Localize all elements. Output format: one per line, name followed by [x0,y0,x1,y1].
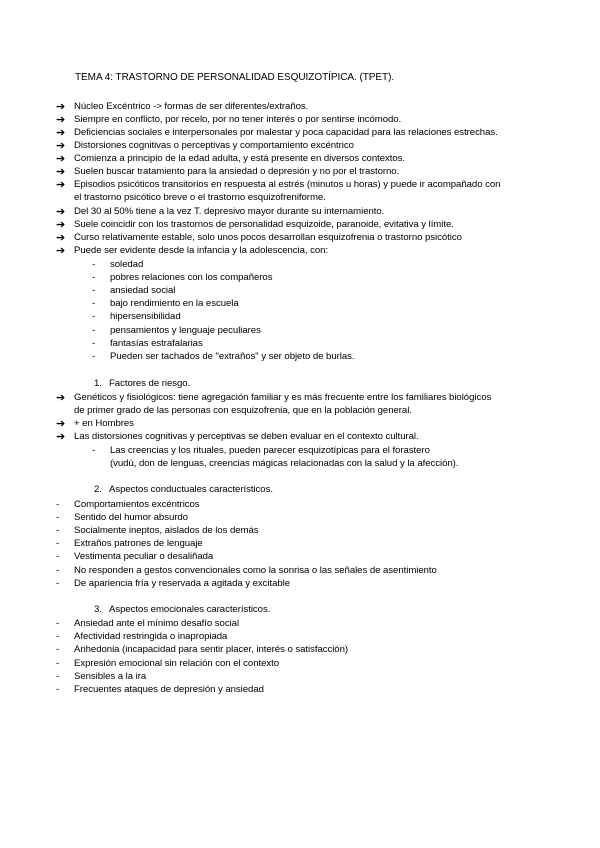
risk-factor-bullet: + en Hombres [74,418,134,429]
arrow-icon: ➔ [56,101,66,113]
dash-icon: - [56,499,60,510]
dash-icon: - [56,658,60,669]
arrow-icon: ➔ [56,219,66,231]
dash-icon: - [56,644,60,655]
intro-bullet: Comienza a principio de la edad adulta, y está presente en diversos contextos. [74,153,406,164]
risk-factor-bullet: Genéticos y fisiológicos: tiene agregación familiar y es más frecuente entre los familiares biológicos [74,392,492,403]
behavioral-item: De apariencia fría y reservada a agitada y excitable [74,578,291,589]
risk-factor-sub-continuation: (vudú, don de lenguas, creencias mágicas relacionadas con la salud y la afección). [110,458,459,469]
dash-icon: - [56,684,60,695]
childhood-sign-item: pensamientos y lenguaje peculiares [110,325,261,336]
childhood-sign-item: Pueden ser tachados de "extraños" y ser objeto de burlas. [110,351,355,362]
risk-factor-sub-item: Las creencias y los rituales, pueden parecer esquizotípicas para el forastero [110,445,430,456]
dash-icon: - [56,671,60,682]
behavioral-item: Sentido del humor absurdo [74,512,188,523]
intro-bullet-continuation: el trastorno psicótico breve o el trastorno esquizofreniforme. [74,192,326,203]
behavioral-item: Extraños patrones de lenguaje [74,538,203,549]
behavioral-item: Socialmente ineptos, aislados de los demás [74,525,259,536]
arrow-icon: ➔ [56,392,66,404]
dash-icon: - [56,565,60,576]
dash-icon: - [92,445,96,456]
intro-bullet: Suele coincidir con los trastornos de personalidad esquizoide, paranoide, evitativa y límite. [74,219,454,230]
dash-icon: - [56,551,60,562]
section-heading: Factores de riesgo. [109,378,191,389]
emotional-item: Ansiedad ante el mínimo desafío social [74,618,240,629]
intro-bullet: Núcleo Excéntrico -> formas de ser diferentes/extraños. [74,101,309,112]
emotional-item: Afectividad restringida o inapropiada [74,631,228,642]
dash-icon: - [92,272,96,283]
arrow-icon: ➔ [56,418,66,430]
behavioral-item: Comportamientos excéntricos [74,499,200,510]
intro-bullet: Siempre en conflicto, por recelo, por no tener interés o por sentirse incómodo. [74,114,402,125]
dash-icon: - [56,631,60,642]
arrow-icon: ➔ [56,114,66,126]
dash-icon: - [56,512,60,523]
emotional-item: Anhedonia (incapacidad para sentir placer, interés o satisfacción) [74,644,349,655]
dash-icon: - [92,338,96,349]
dash-icon: - [56,618,60,629]
arrow-icon: ➔ [56,245,66,257]
childhood-sign-item: fantasías estrafalarias [110,338,203,349]
intro-bullet: Episodios psicóticos transitorios en respuesta al estrés (minutos u horas) y puede ir acompañado con [74,179,501,190]
risk-factor-bullet: Las distorsiones cognitivas y perceptivas se deben evaluar en el contexto cultural. [74,431,419,442]
dash-icon: - [92,351,96,362]
intro-bullet: Suelen buscar tratamiento para la ansiedad o depresión y no por el trastorno. [74,166,400,177]
risk-factor-continuation: de primer grado de las personas con esquizofrenia, que en la población general. [74,405,412,416]
childhood-sign-item: pobres relaciones con los compañeros [110,272,273,283]
arrow-icon: ➔ [56,127,66,139]
dash-icon: - [92,285,96,296]
dash-icon: - [56,578,60,589]
section-number: 1. [94,378,102,389]
intro-bullet: Puede ser evidente desde la infancia y la adolescencia, con: [74,245,329,256]
intro-bullet: Curso relativamente estable, solo unos pocos desarrollan esquizofrenia o trastorno psicótico [74,232,462,243]
intro-bullet: Deficiencias sociales e interpersonales por malestar y poca capacidad para las relaciones estrechas. [74,127,498,138]
dash-icon: - [92,325,96,336]
intro-bullet: Distorsiones cognitivas o perceptivas y comportamiento excéntrico [74,140,354,151]
childhood-sign-item: ansiedad social [110,285,176,296]
arrow-icon: ➔ [56,431,66,443]
behavioral-item: No responden a gestos convencionales como la sonrisa o las señales de asentimiento [74,565,437,576]
arrow-icon: ➔ [56,206,66,218]
arrow-icon: ➔ [56,166,66,178]
emotional-item: Sensibles a la ira [74,671,147,682]
dash-icon: - [92,259,96,270]
dash-icon: - [92,311,96,322]
dash-icon: - [56,525,60,536]
section-number: 2. [94,484,102,495]
intro-bullet: Del 30 al 50% tiene a la vez T. depresivo mayor durante su internamiento. [74,206,385,217]
dash-icon: - [92,298,96,309]
behavioral-item: Vestimenta peculiar o desaliñada [74,551,214,562]
childhood-sign-item: bajo rendimiento en la escuela [110,298,239,309]
emotional-item: Frecuentes ataques de depresión y ansiedad [74,684,264,695]
arrow-icon: ➔ [56,179,66,191]
childhood-sign-item: soledad [110,259,144,270]
emotional-item: Expresión emocional sin relación con el contexto [74,658,280,669]
arrow-icon: ➔ [56,232,66,244]
dash-icon: - [56,538,60,549]
arrow-icon: ➔ [56,140,66,152]
childhood-sign-item: hipersensibilidad [110,311,181,322]
section-number: 3. [94,604,102,615]
section-heading: Aspectos conductuales característicos. [109,484,273,495]
arrow-icon: ➔ [56,153,66,165]
section-heading: Aspectos emocionales característicos. [109,604,271,615]
page-title: TEMA 4: TRASTORNO DE PERSONALIDAD ESQUIZOTÍPICA. (TPET). [75,72,395,83]
